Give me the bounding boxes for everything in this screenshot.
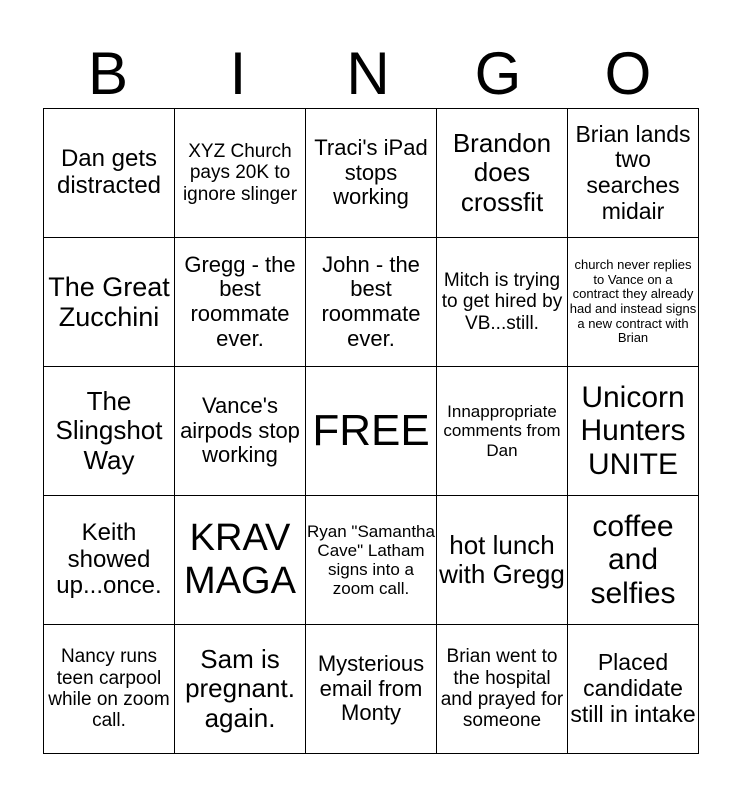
board-row [44,496,699,625]
bingo-cell[interactable]: Innappropriate comments from Dan [437,367,568,496]
bingo-cell[interactable]: Mysterious email from Monty [306,625,437,754]
bingo-cell[interactable]: Vance's airpods stop working [175,367,306,496]
bingo-cell[interactable]: Brian lands two searches midair [568,109,699,238]
bingo-cell[interactable]: Nancy runs teen carpool while on zoom call. [44,625,175,754]
bingo-header [43,40,693,108]
bingo-cell[interactable]: The Slingshot Way [44,367,175,496]
bingo-cell[interactable]: Dan gets distracted [44,109,175,238]
bingo-cell[interactable]: The Great Zucchini [44,238,175,367]
bingo-cell[interactable]: Keith showed up...once. [44,496,175,625]
bingo-cell[interactable]: hot lunch with Gregg [437,496,568,625]
bingo-cell[interactable]: John - the best roommate ever. [306,238,437,367]
bingo-cell[interactable]: KRAV MAGA [175,496,306,625]
board-row [44,238,699,367]
header-letter-i: I [229,40,247,107]
board-row [44,109,699,238]
bingo-cell[interactable]: Gregg - the best roommate ever. [175,238,306,367]
bingo-cell[interactable]: Ryan "Samantha Cave" Latham signs into a zoom call. [306,496,437,625]
header-letter-g: G [474,40,522,107]
header-letter-n: N [346,40,390,107]
header-letter-o: O [604,40,652,107]
board-row [44,367,699,496]
header-letter-b: B [87,40,129,107]
bingo-cell[interactable]: church never replies to Vance on a contract they already had and instead signs a new contract with Brian [568,238,699,367]
bingo-cell[interactable]: Brandon does crossfit [437,109,568,238]
bingo-cell[interactable]: Unicorn Hunters UNITE [568,367,699,496]
bingo-cell[interactable]: Placed candidate still in intake [568,625,699,754]
bingo-board [43,108,699,754]
bingo-cell[interactable]: XYZ Church pays 20K to ignore slinger [175,109,306,238]
bingo-cell[interactable]: Traci's iPad stops working [306,109,437,238]
board-row [44,625,699,754]
bingo-cell[interactable]: Brian went to the hospital and prayed for someone [437,625,568,754]
bingo-cell[interactable]: Mitch is trying to get hired by VB...still. [437,238,568,367]
bingo-cell[interactable]: Sam is pregnant. again. [175,625,306,754]
free-space-cell[interactable]: FREE [306,367,437,496]
bingo-cell[interactable]: coffee and selfies [568,496,699,625]
